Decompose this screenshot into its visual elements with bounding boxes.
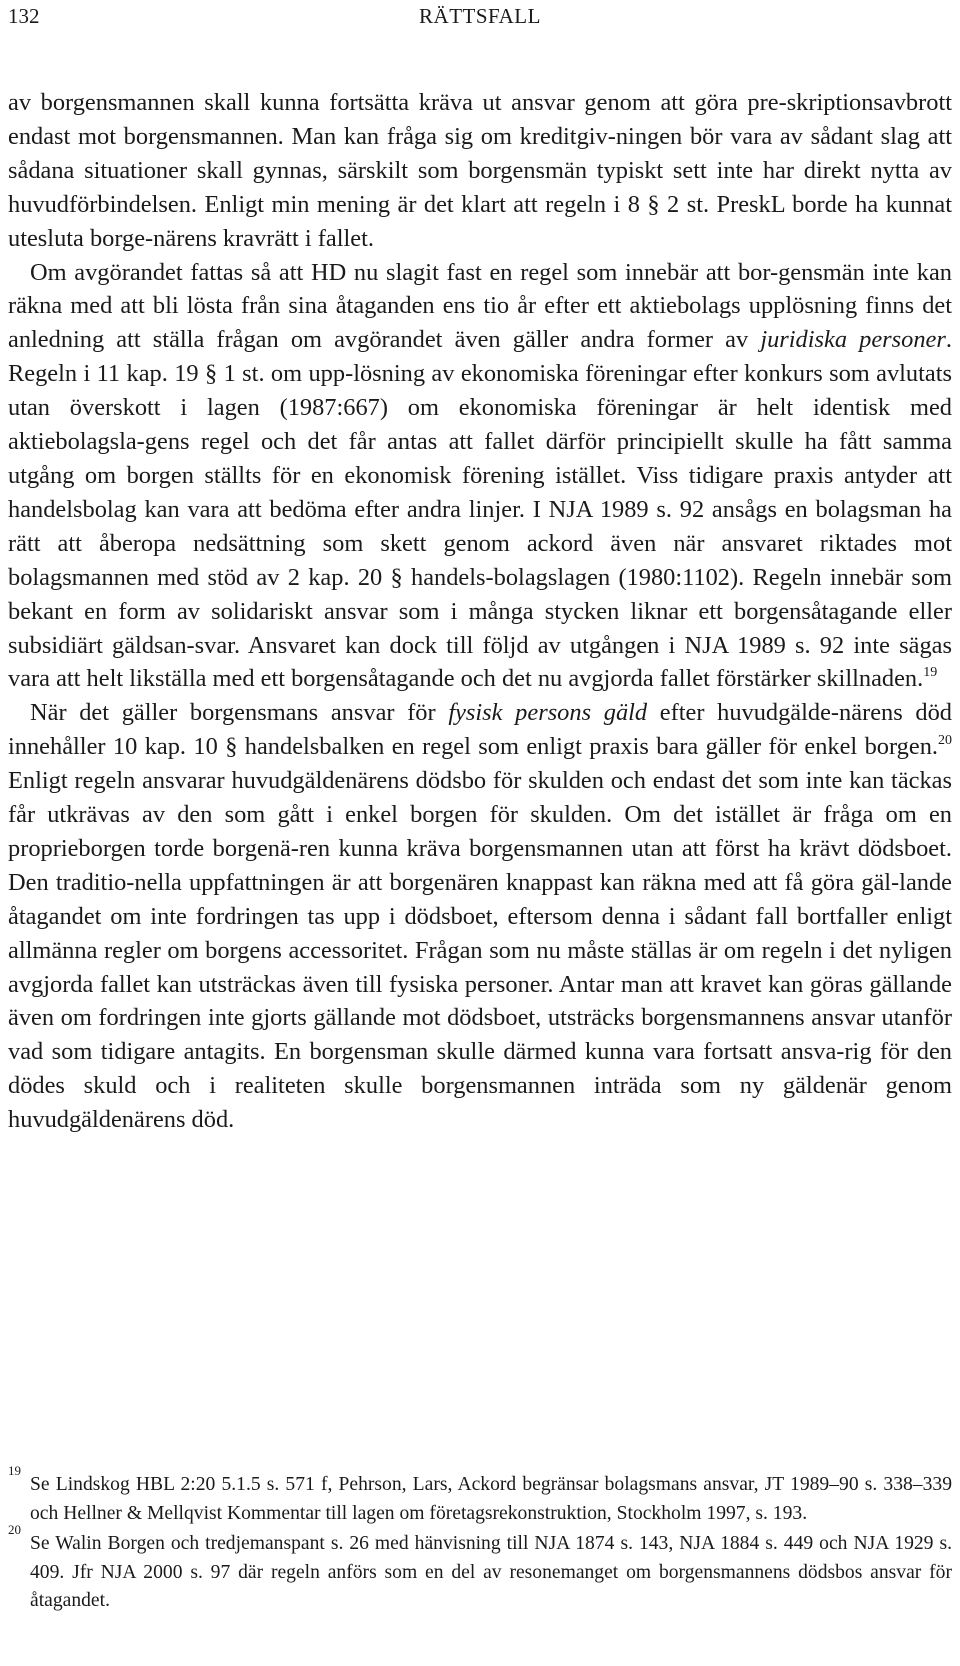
page-number: 132 xyxy=(8,4,40,28)
footnotes xyxy=(8,1463,952,1618)
paragraph-3 xyxy=(8,696,952,1137)
paragraph-1 xyxy=(8,86,952,256)
footnote-number: 20 xyxy=(8,1522,21,1537)
footnote-text: Se Lindskog HBL 2:20 5.1.5 s. 571 f, Pehrson, Lars, Ackord begränsar bolagsmans ansvar, JT 1989–90 s. 338–339 och Hellner & Mellqvist Kommentar till lagen om företagsrekonstruktion, Stockholm 1997, s. 193. xyxy=(30,1474,952,1524)
paragraph-text: Enligt regeln ansvarar huvudgäldenärens dödsbo för skulden och endast det som inte kan täckas får utkrävas av den som gått i enkel borgen för skulden. Om det istället är fråga om en proprieborgen torde borgenä-ren kunna kräva borgensmannen utan att först ha krävt dödsboet. Den traditio-nella uppfattningen är att borgenären knappast kan räkna med att få göra gäl-lande åtagandet om inte fordringen tas upp i dödsboet, eftersom denna i sådant fall bortfaller enligt allmänna regler om borgens accessoritet. Frågan som nu måste ställas är om regeln i det nyligen avgjorda fallet kan utsträckas även till fysiska personer. Antar man att kravet kan göras gällande även om fordringen inte gjorts gällande mot dödsboet, utsträcks borgensmannens ansvar utanför vad som tidigare antagits. En borgensman skulle därmed kunna vara fortsatt ansva-rig för den dödes skuld och i realiteten skulle borgensmannen inträda som ny gäldenär genom huvudgäldenärens död. xyxy=(8,767,952,1134)
paragraph-text: efter huvudgälde-närens död innehåller 10 kap. 10 § handelsbalken en regel som enligt praxis bara gäller för enkel borgen. xyxy=(8,699,952,761)
footnote-number: 19 xyxy=(8,1463,21,1478)
paragraph-2 xyxy=(8,256,952,697)
footnote-text: Se Walin Borgen och tredjemanspant s. 26 med hänvisning till NJA 1874 s. 143, NJA 1884 s. 449 och NJA 1929 s. 409. Jfr NJA 2000 s. 97 där regeln anförs som en del av resonemanget om borgensmannens dödsbos ansvar för åtagandet. xyxy=(30,1533,952,1611)
running-title: RÄTTSFALL xyxy=(419,4,541,28)
running-header xyxy=(8,2,952,30)
italic-term: juridiska personer xyxy=(760,326,946,354)
footnote-reference[interactable]: 20 xyxy=(938,733,952,749)
footnote xyxy=(8,1522,952,1616)
paragraph-text: När det gäller borgensmans ansvar för xyxy=(30,699,449,727)
paragraph-text: . Regeln i 11 kap. 19 § 1 st. om upp-lösning av ekonomiska föreningar efter konkurs som avlutats utan överskott i lagen (1987:667) om ekonomiska föreningar är helt identisk med aktiebolagsla-gens regel och det får antas att fallet därför principiellt skulle ha fått samma utgång om borgen ställts för en ekonomisk förening istället. Viss tidigare praxis antyder att handelsbolag kan vara att bedöma efter andra linjer. I NJA 1989 s. 92 ansågs en bolagsman ha rätt att åberopa nedsättning som skett genom ackord även när ansvaret riktades mot bolagsmannen med stöd av 2 kap. 20 § handels-bolagslagen (1980:1102). Regeln innebär som bekant en form av solidariskt ansvar som i många stycken liknar ett borgensåtagande eller subsidiärt gäldsan-svar. Ansvaret kan dock till följd av utgången i NJA 1989 s. 92 inte sägas vara att helt likställa med ett borgensåtagande och det nu avgjorda fallet förstärker skillnaden. xyxy=(8,326,952,693)
footnote-reference[interactable]: 19 xyxy=(923,665,938,681)
paragraph-text: Om avgörandet fattas så att HD nu slagit fast en regel som innebär att bor-gensmän inte kan räkna med att bli lösta från sina åtaganden ens tio år efter ett aktiebolags upplösning finns det anledning att ställa frågan om avgörandet även gäller andra former av xyxy=(8,258,952,354)
body-text xyxy=(8,86,952,1137)
paragraph-text: av borgensmannen skall kunna fortsätta kräva ut ansvar genom att göra pre-skriptionsavbrott endast mot borgensmannen. Man kan fråga sig om kreditgiv-ningen bör vara av sådant slag att sådana situationer skall gynnas, särskilt som borgensmän typiskt sett inte har direkt nytta av huvudförbindelsen. Enligt min mening är det klart att regeln i 8 § 2 st. PreskL borde ha kunnat utesluta borge-närens kravrätt i fallet. xyxy=(8,89,952,252)
footnote xyxy=(8,1463,952,1528)
italic-term: fysisk persons gäld xyxy=(448,699,648,727)
